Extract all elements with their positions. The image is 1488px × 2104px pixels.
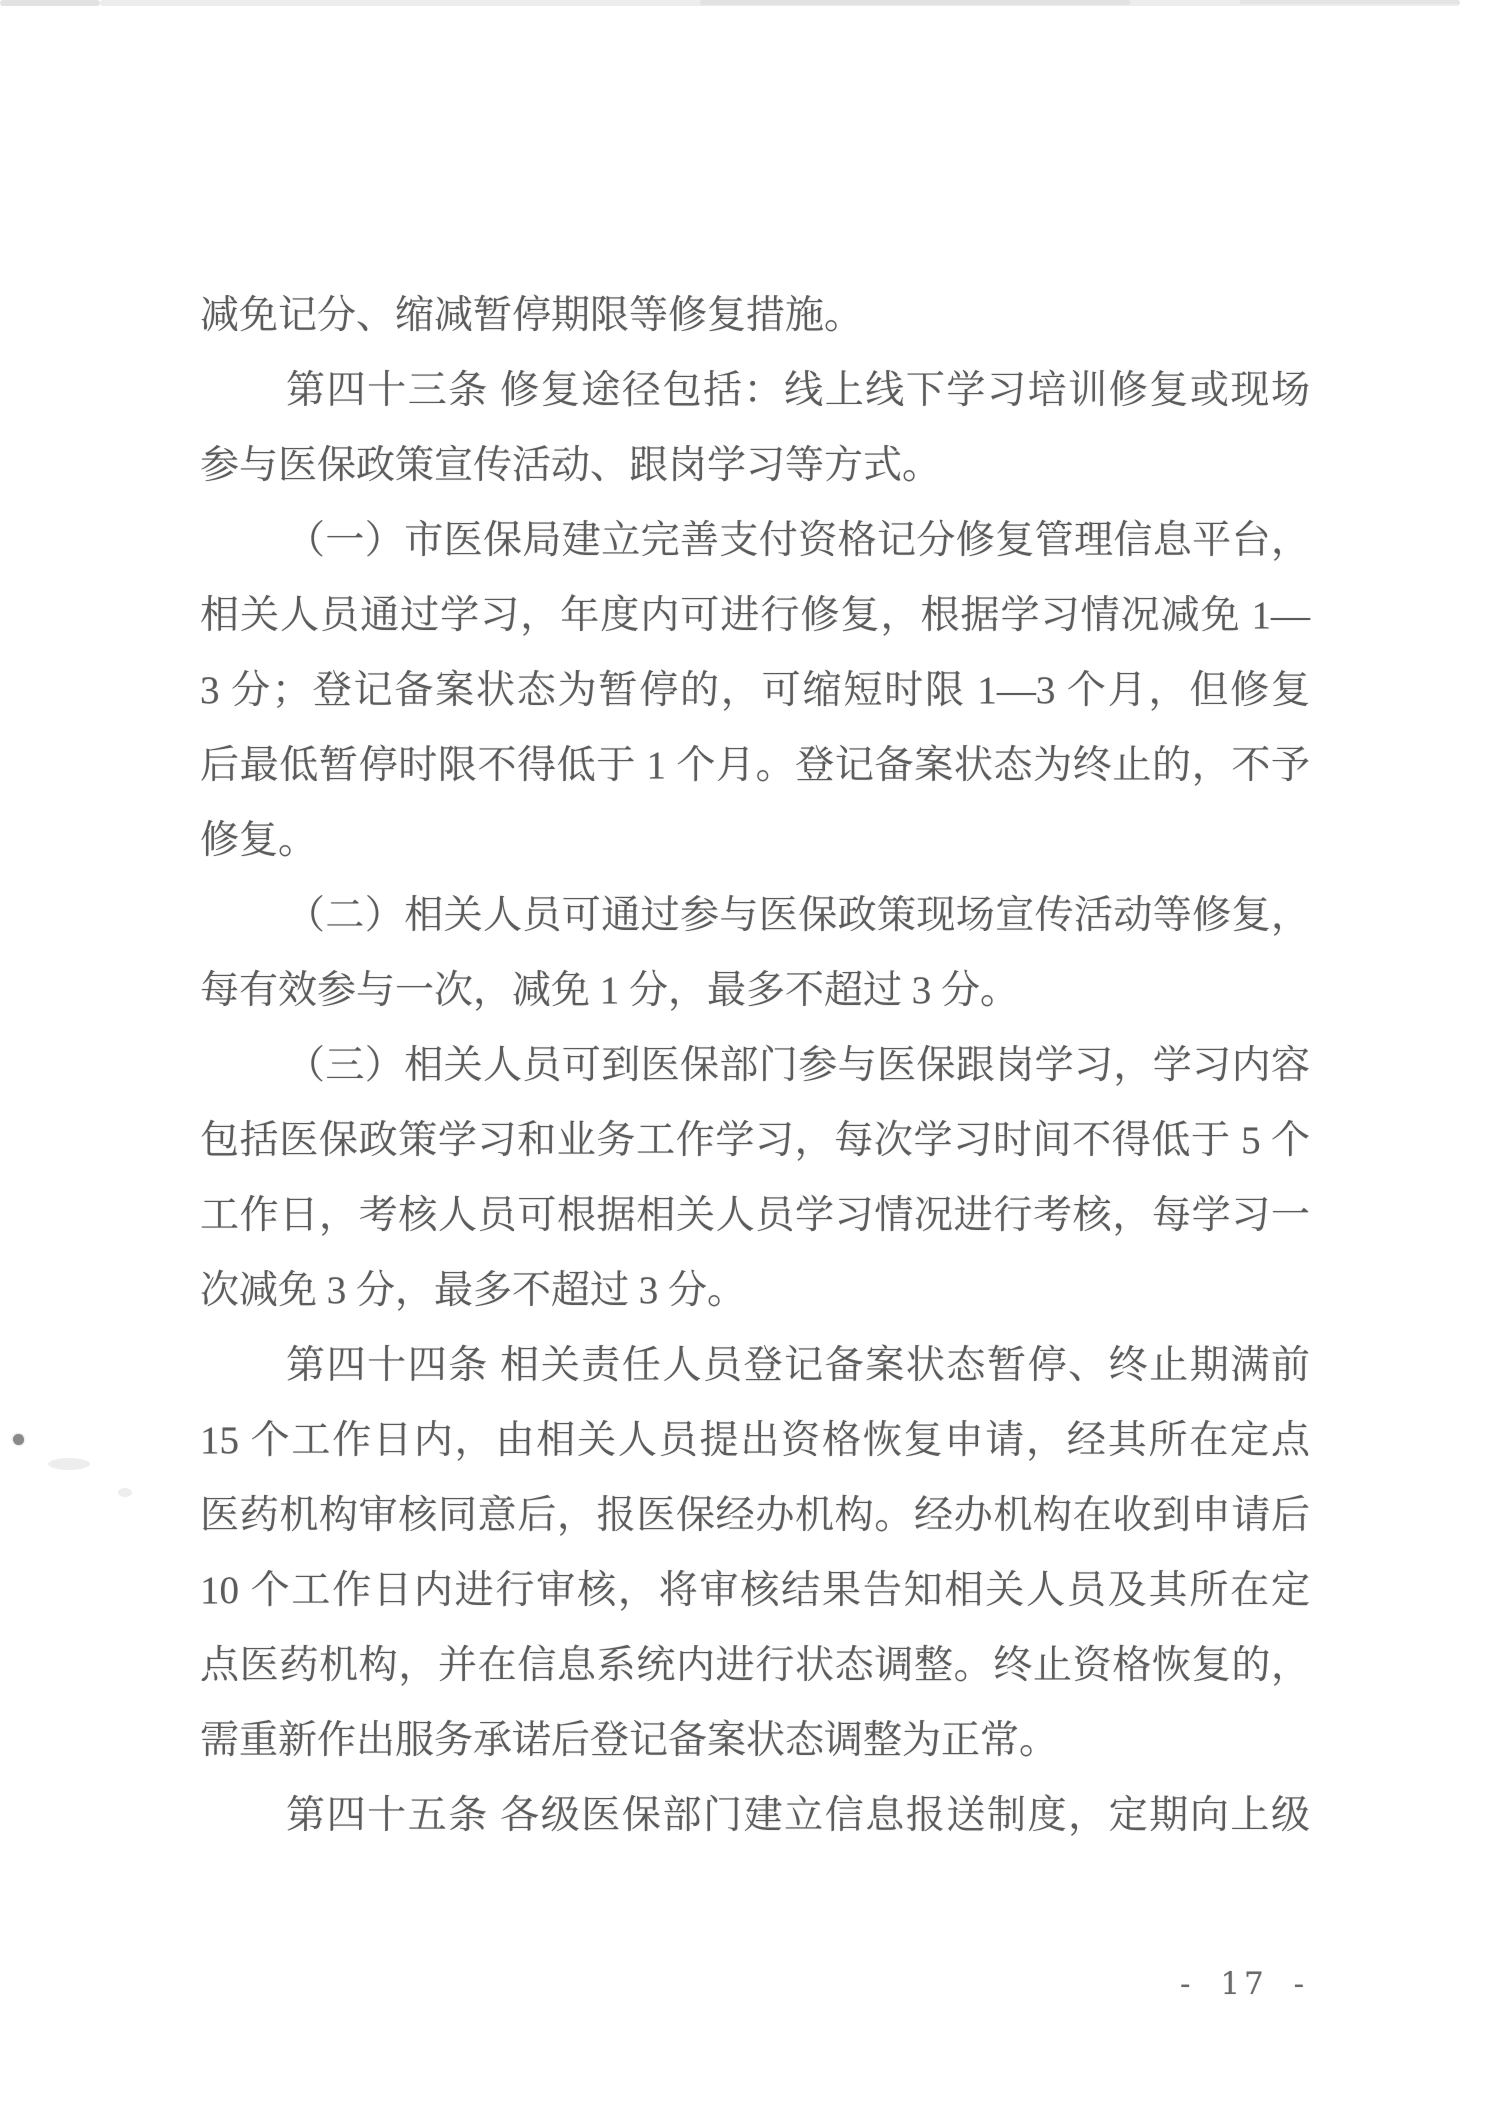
- text-line: 3 分；登记备案状态为暂停的，可缩短时限 1—3 个月，但修复: [200, 669, 1310, 712]
- text-line-item-1: （一）市医保局建立完善支付资格记分修复管理信息平台，: [286, 519, 1310, 562]
- text-line: 点医药机构，并在信息系统内进行状态调整。终止资格恢复的，: [200, 1644, 1310, 1687]
- scan-dot-artifact: [13, 1434, 24, 1445]
- text-line: 医药机构审核同意后，报医保经办机构。经办机构在收到申请后: [200, 1494, 1310, 1537]
- text-line: 后最低暂停时限不得低于 1 个月。登记备案状态为终止的，不予: [200, 744, 1310, 787]
- text-line: 10 个工作日内进行审核，将审核结果告知相关人员及其所在定: [200, 1569, 1310, 1612]
- body-text-block: [200, 278, 1310, 1853]
- text-line-article-45: 第四十五条 各级医保部门建立信息报送制度，定期向上级: [286, 1794, 1310, 1837]
- text-line: 相关人员通过学习，年度内可进行修复，根据学习情况减免 1—: [200, 594, 1310, 637]
- scan-streak-artifact: [0, 0, 100, 6]
- text-line: 需重新作出服务承诺后登记备案状态调整为正常。: [200, 1719, 1059, 1762]
- text-line: 参与医保政策宣传活动、跟岗学习等方式。: [200, 444, 942, 487]
- text-line: 15 个工作日内，由相关人员提出资格恢复申请，经其所在定点: [200, 1419, 1310, 1462]
- text-line-item-2: （二）相关人员可通过参与医保政策现场宣传活动等修复，: [286, 894, 1310, 937]
- scan-streak-artifact: [1240, 0, 1460, 4]
- text-line-article-43: 第四十三条 修复途径包括：线上线下学习培训修复或现场: [286, 369, 1310, 412]
- text-line-item-3: （三）相关人员可到医保部门参与医保跟岗学习，学习内容: [286, 1044, 1310, 1087]
- text-line: 工作日，考核人员可根据相关人员学习情况进行考核，每学习一: [200, 1194, 1310, 1237]
- scan-smudge-artifact: [48, 1458, 90, 1470]
- text-line: 每有效参与一次，减免 1 分，最多不超过 3 分。: [200, 969, 1020, 1012]
- text-line: 次减免 3 分，最多不超过 3 分。: [200, 1269, 747, 1312]
- page-number: - 17 -: [1180, 1966, 1309, 2002]
- text-line-article-44: 第四十四条 相关责任人员登记备案状态暂停、终止期满前: [286, 1344, 1310, 1387]
- text-line: 包括医保政策学习和业务工作学习，每次学习时间不得低于 5 个: [200, 1119, 1310, 1162]
- text-line: 减免记分、缩减暂停期限等修复措施。: [200, 294, 864, 337]
- text-line: 修复。: [200, 819, 318, 862]
- scan-smudge-artifact: [118, 1488, 132, 1497]
- scan-streak-artifact: [700, 0, 1130, 5]
- scan-streak-artifact: [100, 0, 1460, 6]
